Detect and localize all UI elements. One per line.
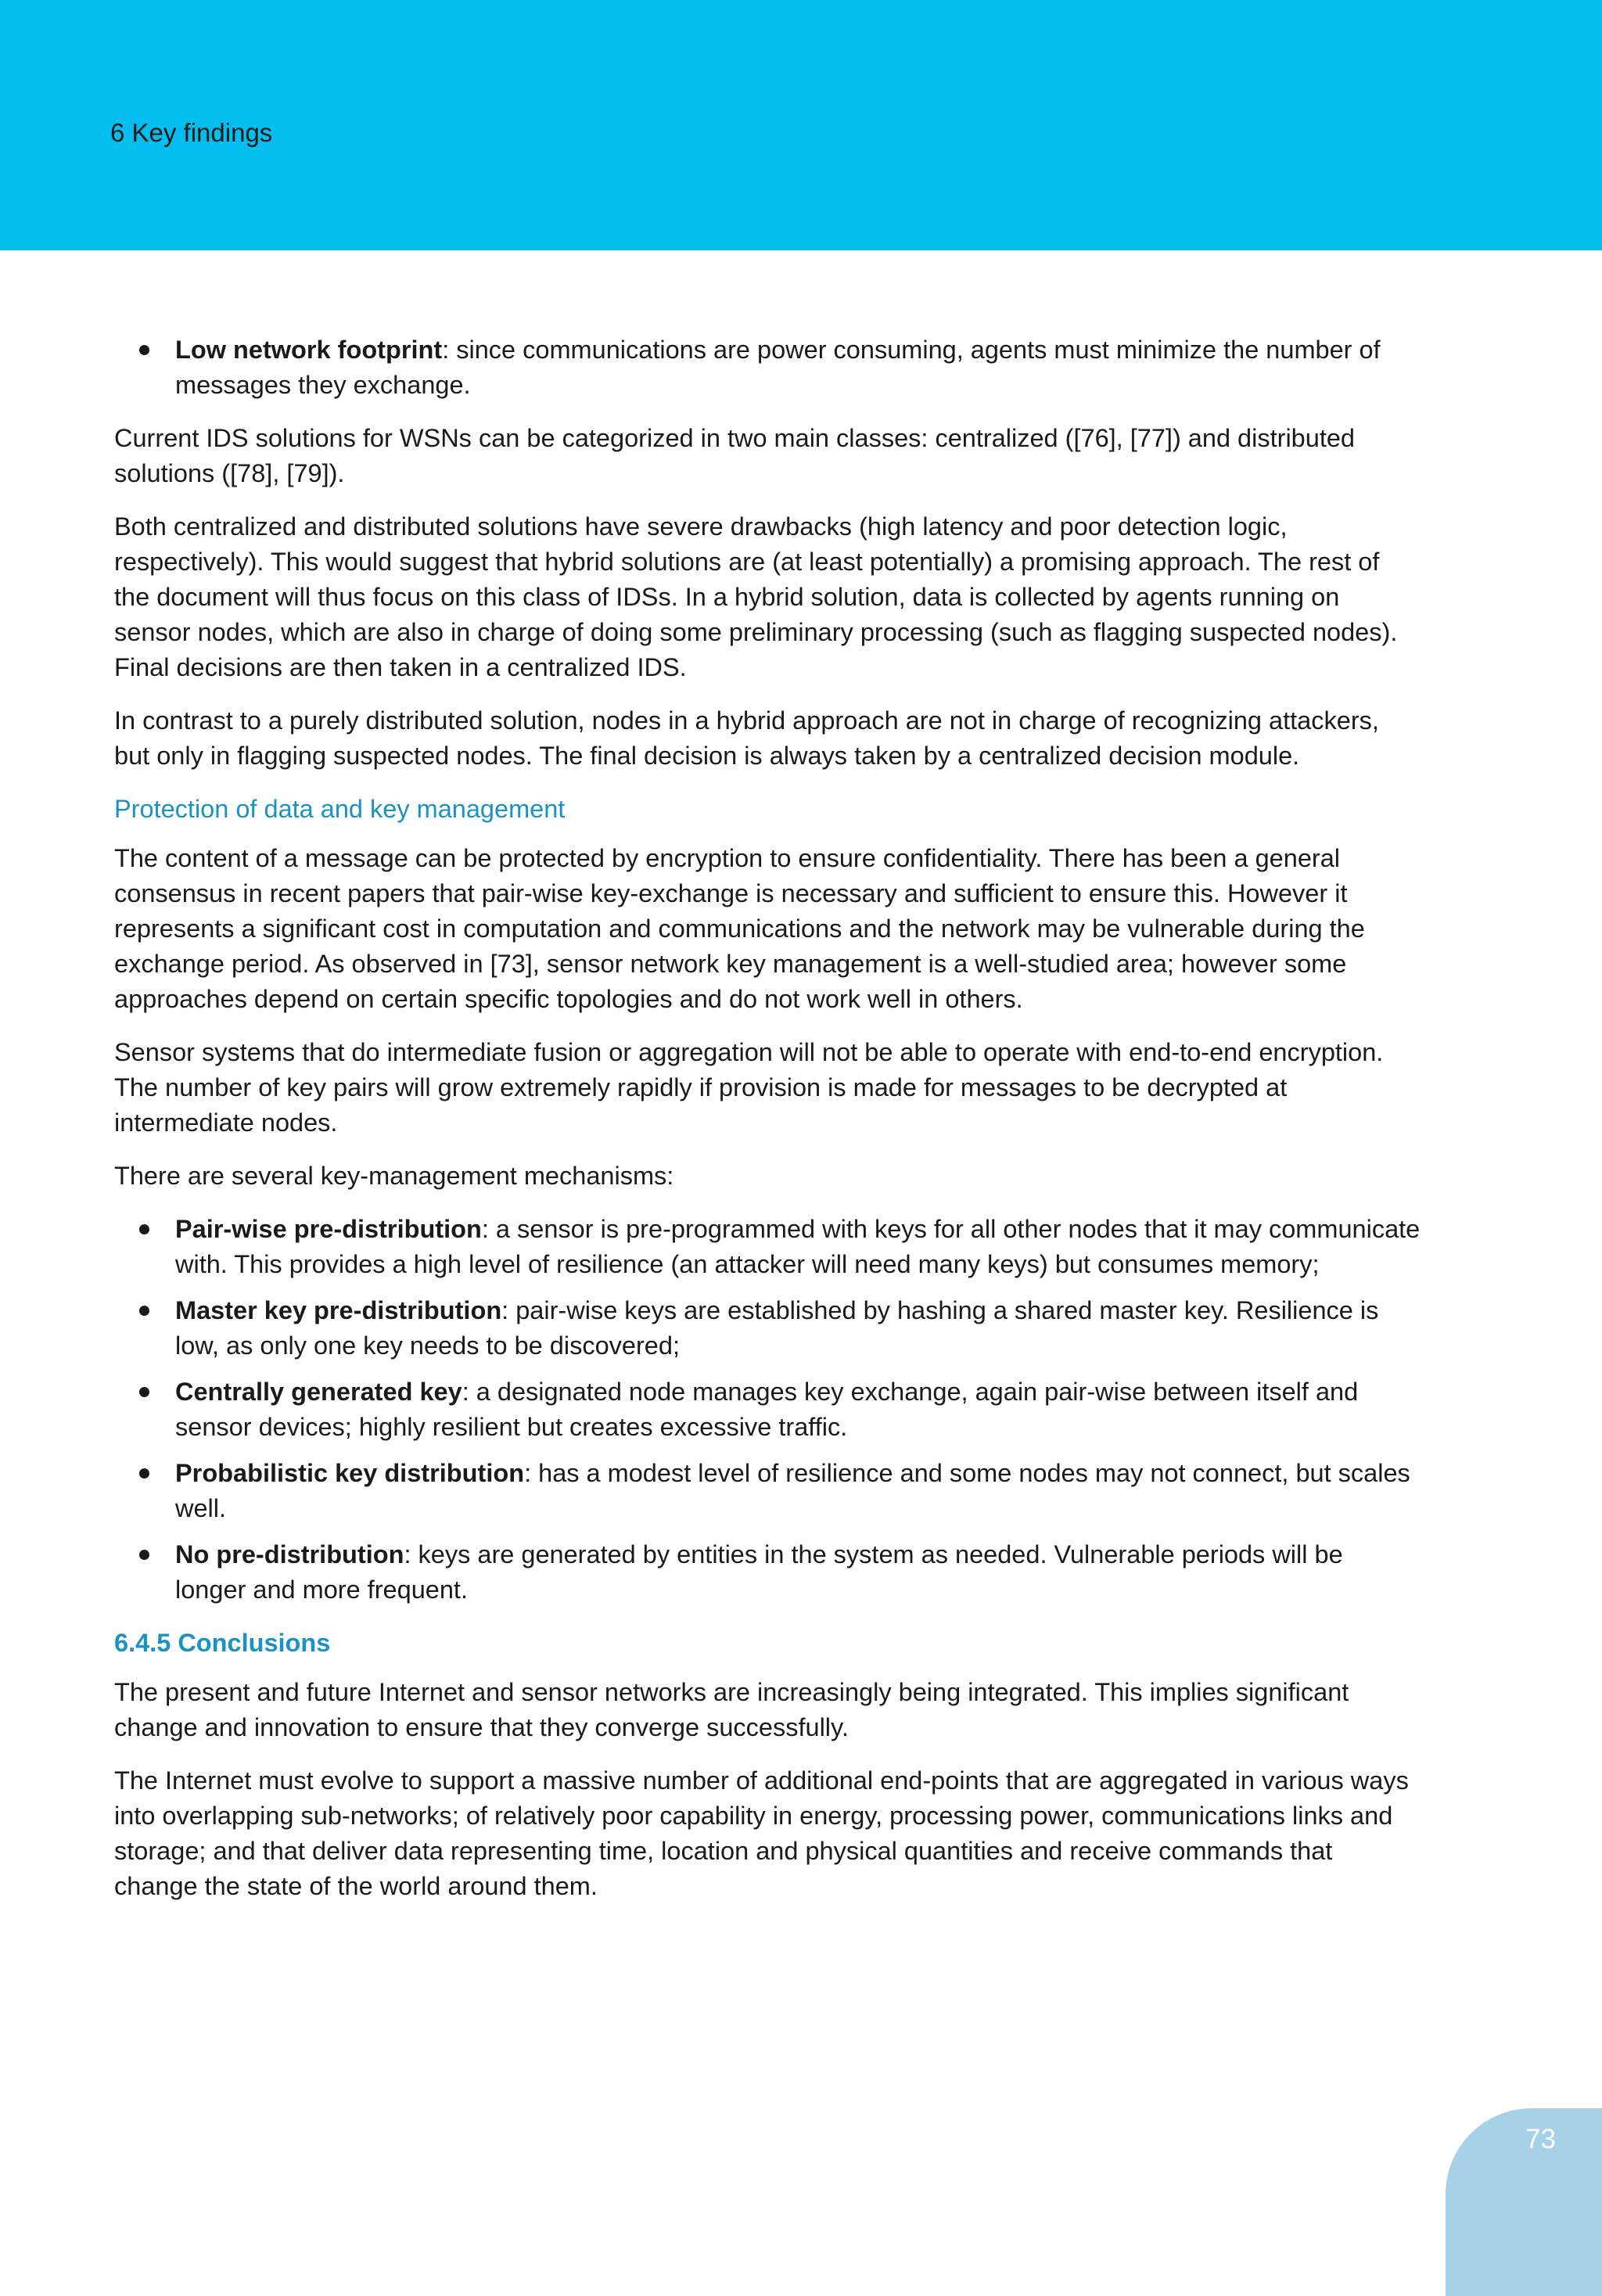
bullet-icon (139, 1306, 149, 1316)
bullet-text: : since communications are power consuming, agents must minimize the number of messages they exchange. (175, 336, 1381, 399)
bullet-text: : a sensor is pre-programmed with keys for all other nodes that it may communicate with. This provides a high level of resilience (an attacker will need many keys) but consumes memory; (175, 1215, 1421, 1278)
bullet-term: No pre-distribution (175, 1540, 404, 1568)
bullet-icon (139, 345, 149, 355)
list-item (114, 332, 1421, 403)
page-content (114, 332, 1421, 1922)
paragraph: Sensor systems that do intermediate fusion or aggregation will not be able to operate with end-to-end encryption. The number of key pairs will grow extremely rapidly if provision is made for messages to be decrypted at intermediate nodes. (114, 1038, 1384, 1137)
bullet-text: : pair-wise keys are established by hashing a shared master key. Resilience is low, as only one key needs to be discovered; (175, 1296, 1379, 1360)
list-item (114, 1212, 1421, 1282)
bullet-icon (139, 1468, 149, 1479)
bullet-text: : keys are generated by entities in the system as needed. Vulnerable periods will be longer and more frequent. (175, 1540, 1343, 1604)
bullet-term: Probabilistic key distribution (175, 1459, 525, 1487)
bullet-term: Low network footprint (175, 336, 443, 364)
bullet-text: : has a modest level of resilience and some nodes may not connect, but scales well. (175, 1459, 1410, 1522)
bullet-icon (139, 1387, 149, 1397)
bullet-term: Pair-wise pre-distribution (175, 1215, 482, 1243)
conclusions-heading: 6.4.5 Conclusions (114, 1629, 331, 1657)
paragraph: The present and future Internet and sensor networks are increasingly being integrated. This implies significant change and innovation to ensure that they converge successfully. (114, 1678, 1349, 1741)
key-management-list (114, 1212, 1421, 1608)
list-item (114, 1537, 1421, 1608)
protection-heading: Protection of data and key management (114, 795, 566, 823)
list-item (114, 1293, 1421, 1364)
header-band (0, 0, 1602, 250)
paragraph: Current IDS solutions for WSNs can be categorized in two main classes: centralized ([76], [77]) and distributed solutions ([78], [79]). (114, 424, 1356, 487)
list-item (114, 1456, 1421, 1526)
intro-bullet-list (114, 332, 1421, 403)
bullet-text: : a designated node manages key exchange, again pair-wise between itself and sensor devices; highly resilient but creates excessive traffic. (175, 1378, 1359, 1441)
paragraph: The content of a message can be protected by encryption to ensure confidentiality. There has been a general consensus in recent papers that pair-wise key-exchange is necessary and sufficient to ensure this. However it represents a significant cost in computation and communications and the network may be vulnerable during the exchange period. As observed in [73], sensor network key management is a well-studied area; however some approaches depend on certain specific topologies and do not work well in others. (114, 844, 1365, 1013)
bullet-icon (139, 1550, 149, 1560)
list-item (114, 1374, 1421, 1445)
bullet-term: Centrally generated key (175, 1378, 462, 1406)
bullet-icon (139, 1224, 149, 1234)
page-number: 73 (1525, 2124, 1556, 2154)
paragraph: Both centralized and distributed solutions have severe drawbacks (high latency and poor detection logic, respectively). This would suggest that hybrid solutions are (at least potentially) a promising approach. The rest of the document will thus focus on this class of IDSs. In a hybrid solution, data is collected by agents running on sensor nodes, which are also in charge of doing some preliminary processing (such as flagging suspected nodes). Final decisions are then taken in a centralized IDS. (114, 512, 1398, 681)
page-number-tab (1446, 2108, 1602, 2296)
paragraph: The Internet must evolve to support a massive number of additional end-points that are aggregated in various ways into overlapping sub-networks; of relatively poor capability in energy, processing power, communications links and storage; and that deliver data representing time, location and physical quantities and receive commands that change the state of the world around them. (114, 1766, 1409, 1900)
paragraph: There are several key-management mechanisms: (114, 1162, 674, 1190)
bullet-term: Master key pre-distribution (175, 1296, 502, 1324)
chapter-label: 6 Key findings (110, 118, 273, 147)
paragraph: In contrast to a purely distributed solution, nodes in a hybrid approach are not in charge of recognizing attackers, but only in flagging suspected nodes. The final decision is always taken by a centralized decision module. (114, 706, 1379, 770)
